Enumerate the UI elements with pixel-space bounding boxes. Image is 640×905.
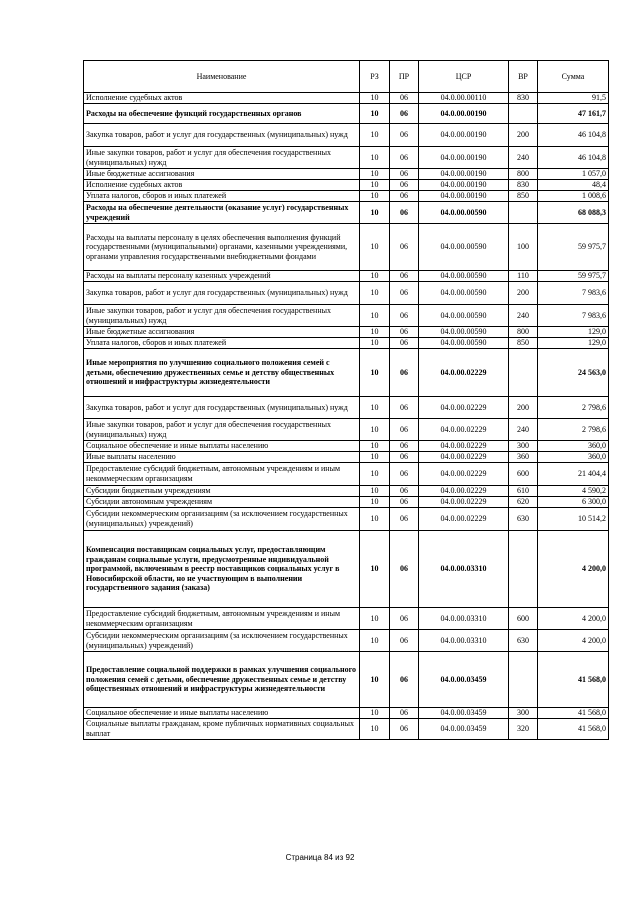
row-vr: 850 bbox=[509, 191, 538, 202]
row-csr: 04.0.00.02229 bbox=[419, 508, 509, 531]
row-pr: 06 bbox=[390, 463, 419, 486]
row-pr: 06 bbox=[390, 327, 419, 338]
row-rz: 10 bbox=[360, 652, 390, 708]
row-sum: 41 568,0 bbox=[538, 719, 609, 740]
row-sum: 24 563,0 bbox=[538, 349, 609, 397]
table-row bbox=[84, 419, 609, 441]
table-row bbox=[84, 224, 609, 271]
row-sum: 4 200,0 bbox=[538, 531, 609, 608]
row-rz: 10 bbox=[360, 104, 390, 124]
row-name: Иные закупки товаров, работ и услуг для обеспечения государственных (муниципальных) нужд bbox=[84, 147, 360, 169]
row-pr: 06 bbox=[390, 652, 419, 708]
row-pr: 06 bbox=[390, 630, 419, 652]
row-pr: 06 bbox=[390, 508, 419, 531]
row-vr: 300 bbox=[509, 441, 538, 452]
row-rz: 10 bbox=[360, 224, 390, 271]
table-row bbox=[84, 104, 609, 124]
row-rz: 10 bbox=[360, 191, 390, 202]
row-vr: 200 bbox=[509, 282, 538, 305]
row-pr: 06 bbox=[390, 452, 419, 463]
row-name: Компенсация поставщикам социальных услуг, предоставляющим гражданам социальные услуги, предусмотренные индивидуальной программой, включенным в реестр поставщиков социальных услуг в Новосибирской области, но не участвующим в выполнении государственного задания (заказа) bbox=[84, 531, 360, 608]
row-vr bbox=[509, 652, 538, 708]
row-rz: 10 bbox=[360, 508, 390, 531]
header-name: Наименование bbox=[84, 61, 360, 93]
row-pr: 06 bbox=[390, 180, 419, 191]
row-rz: 10 bbox=[360, 349, 390, 397]
row-vr: 600 bbox=[509, 463, 538, 486]
table-row bbox=[84, 191, 609, 202]
row-pr: 06 bbox=[390, 497, 419, 508]
row-csr: 04.0.00.02229 bbox=[419, 441, 509, 452]
row-vr: 110 bbox=[509, 271, 538, 282]
row-csr: 04.0.00.03459 bbox=[419, 708, 509, 719]
row-rz: 10 bbox=[360, 608, 390, 630]
row-name: Уплата налогов, сборов и иных платежей bbox=[84, 191, 360, 202]
row-vr: 830 bbox=[509, 93, 538, 104]
row-pr: 06 bbox=[390, 104, 419, 124]
row-rz: 10 bbox=[360, 419, 390, 441]
table-row bbox=[84, 497, 609, 508]
row-csr: 04.0.00.02229 bbox=[419, 486, 509, 497]
row-rz: 10 bbox=[360, 397, 390, 419]
table-row bbox=[84, 441, 609, 452]
row-rz: 10 bbox=[360, 463, 390, 486]
table-row bbox=[84, 202, 609, 224]
row-pr: 06 bbox=[390, 608, 419, 630]
row-csr: 04.0.00.02229 bbox=[419, 463, 509, 486]
table-row bbox=[84, 338, 609, 349]
header-vr: ВР bbox=[509, 61, 538, 93]
row-vr: 200 bbox=[509, 397, 538, 419]
row-vr: 830 bbox=[509, 180, 538, 191]
table-row bbox=[84, 147, 609, 169]
row-name: Предоставление субсидий бюджетным, автономным учреждениям и иным некоммерческим организациям bbox=[84, 608, 360, 630]
table-row bbox=[84, 630, 609, 652]
row-vr: 320 bbox=[509, 719, 538, 740]
row-vr bbox=[509, 531, 538, 608]
row-vr bbox=[509, 349, 538, 397]
row-rz: 10 bbox=[360, 147, 390, 169]
table-row bbox=[84, 463, 609, 486]
row-vr: 300 bbox=[509, 708, 538, 719]
header-csr: ЦСР bbox=[419, 61, 509, 93]
row-name: Субсидии автономным учреждениям bbox=[84, 497, 360, 508]
row-name: Расходы на выплаты персоналу в целях обеспечения выполнения функций государственными (муниципальными) органами, казенными учреждениями, органами управления государственными внебюджетными фондами bbox=[84, 224, 360, 271]
row-sum: 1 057,0 bbox=[538, 169, 609, 180]
row-name: Закупка товаров, работ и услуг для государственных (муниципальных) нужд bbox=[84, 124, 360, 147]
row-sum: 6 300,0 bbox=[538, 497, 609, 508]
row-name: Иные закупки товаров, работ и услуг для обеспечения государственных (муниципальных) нужд bbox=[84, 419, 360, 441]
table-row bbox=[84, 282, 609, 305]
table-row bbox=[84, 271, 609, 282]
row-sum: 4 200,0 bbox=[538, 608, 609, 630]
row-csr: 04.0.00.00190 bbox=[419, 124, 509, 147]
row-rz: 10 bbox=[360, 202, 390, 224]
row-pr: 06 bbox=[390, 202, 419, 224]
table-row bbox=[84, 486, 609, 497]
row-sum: 129,0 bbox=[538, 338, 609, 349]
row-rz: 10 bbox=[360, 124, 390, 147]
row-rz: 10 bbox=[360, 719, 390, 740]
row-vr: 800 bbox=[509, 327, 538, 338]
row-csr: 04.0.00.03310 bbox=[419, 531, 509, 608]
row-pr: 06 bbox=[390, 282, 419, 305]
row-sum: 2 798,6 bbox=[538, 397, 609, 419]
row-sum: 7 983,6 bbox=[538, 305, 609, 327]
table-row bbox=[84, 397, 609, 419]
row-pr: 06 bbox=[390, 93, 419, 104]
row-rz: 10 bbox=[360, 169, 390, 180]
page-number: Страница 84 из 92 bbox=[285, 853, 355, 862]
row-vr: 600 bbox=[509, 608, 538, 630]
row-sum: 129,0 bbox=[538, 327, 609, 338]
row-sum: 41 568,0 bbox=[538, 708, 609, 719]
header-rz: РЗ bbox=[360, 61, 390, 93]
table-row bbox=[84, 708, 609, 719]
table-row bbox=[84, 169, 609, 180]
table-row bbox=[84, 124, 609, 147]
row-pr: 06 bbox=[390, 224, 419, 271]
row-pr: 06 bbox=[390, 441, 419, 452]
row-pr: 06 bbox=[390, 531, 419, 608]
row-name: Закупка товаров, работ и услуг для государственных (муниципальных) нужд bbox=[84, 282, 360, 305]
row-csr: 04.0.00.00590 bbox=[419, 327, 509, 338]
row-pr: 06 bbox=[390, 397, 419, 419]
row-name: Расходы на обеспечение функций государственных органов bbox=[84, 104, 360, 124]
table-row bbox=[84, 327, 609, 338]
row-name: Предоставление субсидий бюджетным, автономным учреждениям и иным некоммерческим организациям bbox=[84, 463, 360, 486]
table-row bbox=[84, 180, 609, 191]
row-csr: 04.0.00.03459 bbox=[419, 652, 509, 708]
row-name: Исполнение судебных актов bbox=[84, 180, 360, 191]
row-pr: 06 bbox=[390, 305, 419, 327]
row-sum: 360,0 bbox=[538, 441, 609, 452]
row-rz: 10 bbox=[360, 452, 390, 463]
table-row bbox=[84, 452, 609, 463]
row-pr: 06 bbox=[390, 349, 419, 397]
row-vr bbox=[509, 202, 538, 224]
row-pr: 06 bbox=[390, 719, 419, 740]
table-row bbox=[84, 349, 609, 397]
row-rz: 10 bbox=[360, 708, 390, 719]
row-csr: 04.0.00.00590 bbox=[419, 305, 509, 327]
row-csr: 04.0.00.00590 bbox=[419, 224, 509, 271]
row-rz: 10 bbox=[360, 630, 390, 652]
row-name: Иные выплаты населению bbox=[84, 452, 360, 463]
row-rz: 10 bbox=[360, 93, 390, 104]
budget-table bbox=[83, 60, 609, 740]
row-name: Субсидии бюджетным учреждениям bbox=[84, 486, 360, 497]
row-pr: 06 bbox=[390, 271, 419, 282]
row-rz: 10 bbox=[360, 531, 390, 608]
row-rz: 10 bbox=[360, 486, 390, 497]
row-csr: 04.0.00.00190 bbox=[419, 180, 509, 191]
row-rz: 10 bbox=[360, 305, 390, 327]
row-vr bbox=[509, 104, 538, 124]
row-sum: 48,4 bbox=[538, 180, 609, 191]
row-vr: 610 bbox=[509, 486, 538, 497]
table-row bbox=[84, 508, 609, 531]
table-row bbox=[84, 305, 609, 327]
table-header-row bbox=[84, 61, 609, 93]
row-name: Иные бюджетные ассигнования bbox=[84, 169, 360, 180]
row-sum: 91,5 bbox=[538, 93, 609, 104]
row-csr: 04.0.00.00190 bbox=[419, 104, 509, 124]
row-vr: 620 bbox=[509, 497, 538, 508]
row-sum: 2 798,6 bbox=[538, 419, 609, 441]
row-rz: 10 bbox=[360, 497, 390, 508]
row-csr: 04.0.00.02229 bbox=[419, 452, 509, 463]
row-sum: 59 975,7 bbox=[538, 224, 609, 271]
row-pr: 06 bbox=[390, 338, 419, 349]
row-name: Уплата налогов, сборов и иных платежей bbox=[84, 338, 360, 349]
row-rz: 10 bbox=[360, 327, 390, 338]
row-csr: 04.0.00.00590 bbox=[419, 282, 509, 305]
table-row bbox=[84, 652, 609, 708]
row-sum: 10 514,2 bbox=[538, 508, 609, 531]
row-pr: 06 bbox=[390, 708, 419, 719]
row-csr: 04.0.00.03310 bbox=[419, 630, 509, 652]
row-name: Социальное обеспечение и иные выплаты населению bbox=[84, 708, 360, 719]
row-vr: 360 bbox=[509, 452, 538, 463]
row-csr: 04.0.00.00590 bbox=[419, 271, 509, 282]
row-vr: 630 bbox=[509, 508, 538, 531]
row-csr: 04.0.00.03310 bbox=[419, 608, 509, 630]
row-csr: 04.0.00.02229 bbox=[419, 397, 509, 419]
row-name: Расходы на выплаты персоналу казенных учреждений bbox=[84, 271, 360, 282]
row-rz: 10 bbox=[360, 271, 390, 282]
row-sum: 21 404,4 bbox=[538, 463, 609, 486]
row-csr: 04.0.00.00590 bbox=[419, 202, 509, 224]
row-sum: 7 983,6 bbox=[538, 282, 609, 305]
row-vr: 630 bbox=[509, 630, 538, 652]
row-pr: 06 bbox=[390, 147, 419, 169]
row-vr: 240 bbox=[509, 419, 538, 441]
row-pr: 06 bbox=[390, 191, 419, 202]
row-sum: 360,0 bbox=[538, 452, 609, 463]
row-name: Субсидии некоммерческим организациям (за исключением государственных (муниципальных) учреждений) bbox=[84, 508, 360, 531]
row-csr: 04.0.00.00190 bbox=[419, 191, 509, 202]
row-sum: 59 975,7 bbox=[538, 271, 609, 282]
row-rz: 10 bbox=[360, 180, 390, 191]
row-sum: 47 161,7 bbox=[538, 104, 609, 124]
row-vr: 200 bbox=[509, 124, 538, 147]
row-sum: 68 088,3 bbox=[538, 202, 609, 224]
row-name: Иные бюджетные ассигнования bbox=[84, 327, 360, 338]
row-pr: 06 bbox=[390, 124, 419, 147]
row-vr: 850 bbox=[509, 338, 538, 349]
row-csr: 04.0.00.00190 bbox=[419, 169, 509, 180]
row-pr: 06 bbox=[390, 169, 419, 180]
header-pr: ПР bbox=[390, 61, 419, 93]
row-sum: 4 590,2 bbox=[538, 486, 609, 497]
row-csr: 04.0.00.00190 bbox=[419, 147, 509, 169]
row-name: Расходы на обеспечение деятельности (оказание услуг) государственных учреждений bbox=[84, 202, 360, 224]
row-name: Иные закупки товаров, работ и услуг для обеспечения государственных (муниципальных) нужд bbox=[84, 305, 360, 327]
row-csr: 04.0.00.03459 bbox=[419, 719, 509, 740]
row-rz: 10 bbox=[360, 282, 390, 305]
row-pr: 06 bbox=[390, 419, 419, 441]
row-vr: 240 bbox=[509, 147, 538, 169]
row-name: Социальное обеспечение и иные выплаты населению bbox=[84, 441, 360, 452]
row-name: Субсидии некоммерческим организациям (за исключением государственных (муниципальных) учреждений) bbox=[84, 630, 360, 652]
row-vr: 800 bbox=[509, 169, 538, 180]
row-pr: 06 bbox=[390, 486, 419, 497]
header-sum: Сумма bbox=[538, 61, 609, 93]
row-sum: 4 200,0 bbox=[538, 630, 609, 652]
row-csr: 04.0.00.02229 bbox=[419, 419, 509, 441]
row-vr: 240 bbox=[509, 305, 538, 327]
row-name: Иные мероприятия по улучшению социального положения семей с детьми, обеспечению дружественных семье и детству общественных отношений и инфраструктуры жизнедеятельности bbox=[84, 349, 360, 397]
row-vr: 100 bbox=[509, 224, 538, 271]
row-sum: 1 008,6 bbox=[538, 191, 609, 202]
row-csr: 04.0.00.00110 bbox=[419, 93, 509, 104]
row-sum: 46 104,8 bbox=[538, 147, 609, 169]
row-rz: 10 bbox=[360, 338, 390, 349]
table-row bbox=[84, 719, 609, 740]
row-name: Предоставление социальной поддержки в рамках улучшения социального положения семей с детьми, обеспечение дружественных семье и детству общественных отношений и инфраструктуры жизнедеятельности bbox=[84, 652, 360, 708]
table-row bbox=[84, 531, 609, 608]
row-sum: 46 104,8 bbox=[538, 124, 609, 147]
row-name: Закупка товаров, работ и услуг для государственных (муниципальных) нужд bbox=[84, 397, 360, 419]
row-csr: 04.0.00.00590 bbox=[419, 338, 509, 349]
table-row bbox=[84, 93, 609, 104]
row-sum: 41 568,0 bbox=[538, 652, 609, 708]
row-csr: 04.0.00.02229 bbox=[419, 349, 509, 397]
table-row bbox=[84, 608, 609, 630]
row-csr: 04.0.00.02229 bbox=[419, 497, 509, 508]
row-rz: 10 bbox=[360, 441, 390, 452]
row-name: Исполнение судебных актов bbox=[84, 93, 360, 104]
row-name: Социальные выплаты гражданам, кроме публичных нормативных социальных выплат bbox=[84, 719, 360, 740]
